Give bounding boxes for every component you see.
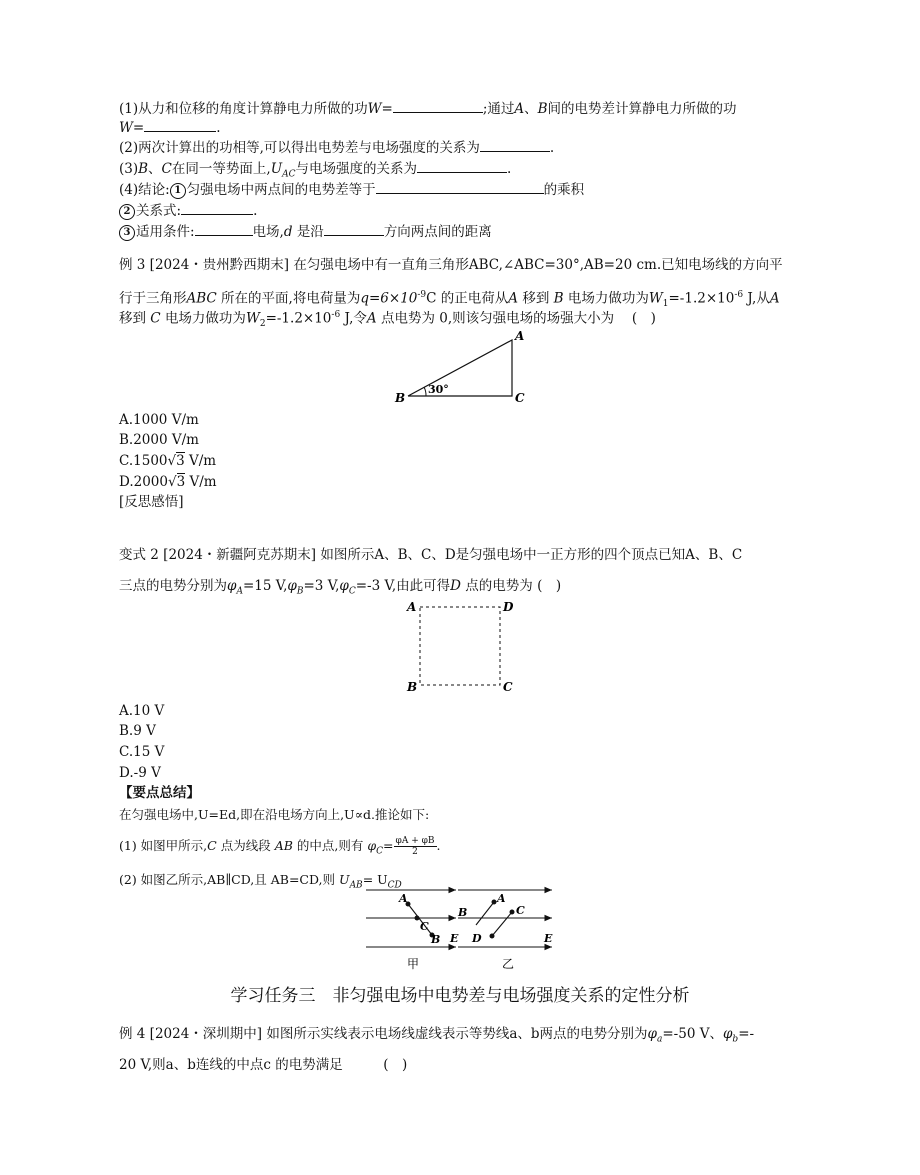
label-a: A — [399, 892, 408, 905]
label-c: C — [420, 920, 429, 933]
option-c[interactable]: C.1500√3 V/m — [119, 453, 217, 469]
vertex-c: C — [515, 391, 525, 405]
circled-number-2: 2 — [119, 204, 135, 220]
question-4-condition: 3 适用条件: 电场,d 是沿 方向两点间的距离 — [119, 223, 492, 241]
angle-arc — [424, 387, 426, 396]
question-4-formula: 2 关系式: . — [119, 202, 257, 220]
label-b: B — [431, 933, 441, 946]
segment-ab — [476, 902, 494, 925]
blank-3[interactable] — [480, 139, 550, 152]
variant-2-line-1: 变式 2 [2024・新疆阿克苏期末] 如图所示A、B、C、D是匀强电场中一正方形的四个顶点已知A、B、C — [119, 547, 743, 563]
label-a: A — [497, 892, 506, 905]
option-c[interactable]: C.15 V — [119, 744, 165, 760]
point — [490, 934, 495, 939]
circled-number-3: 3 — [119, 225, 135, 241]
vertex-a: A — [407, 600, 417, 614]
summary-heading: 【要点总结】 — [119, 785, 200, 801]
question-1-cont: W= . — [119, 120, 221, 136]
blank-5[interactable] — [376, 181, 544, 194]
summary-line-2: (1) 如图甲所示,C 点为线段 AB 的中点,则有 $\varphi_C=$ $\frac{\varphi A + \varphi B}{2}$ . — [119, 836, 441, 857]
option-d[interactable]: D.-9 V — [119, 765, 161, 781]
blank-2[interactable] — [144, 119, 216, 132]
question-3: (3)B、C在同一等势面上$,U_{AC}$与电场强度的关系为 . — [119, 161, 512, 180]
example-3-line-1: 例 3 [2024・贵州黔西期末] 在匀强电场中有一直角三角形ABC,∠ABC=30°,AB=20 cm.已知电场线的方向平 — [119, 257, 783, 273]
summary-line-3: (2) 如图乙所示,AB∥CD,且 AB=CD,则 $U_{AB}= U_{CD}$ — [119, 872, 402, 891]
point — [510, 910, 515, 915]
label-c: C — [516, 904, 525, 917]
circled-number-1: 1 — [170, 183, 186, 199]
vertex-a: A — [515, 329, 525, 343]
blank-8[interactable] — [324, 223, 384, 236]
segment-cd — [492, 912, 512, 936]
section-title: 学习任务三 非匀强电场中电势差与电场强度关系的定性分析 — [230, 986, 690, 1006]
example-4-line-1: 例 4 [2024・深圳期中] 如图所示实线表示电场线虚线表示等势线a、b两点的电势分别为$\varphi_a=-50$ V、$\varphi_b=-$ — [119, 1026, 755, 1045]
point — [492, 900, 497, 905]
vertex-d: D — [503, 600, 514, 614]
vertex-b: B — [395, 391, 406, 405]
angle-label: 30° — [428, 383, 449, 396]
example-3-line-3: 移到 C 电场力做功为$W_2=-1.2\times 10^{-6}$ J,令A 点电势为 0,则该匀强电场的场强大小为 ( ) — [119, 310, 656, 330]
blank-1[interactable] — [393, 100, 483, 113]
vertex-c: C — [503, 680, 513, 694]
label-e: E — [544, 932, 553, 945]
question-4: (4)结论: 1 匀强电场中两点间的电势差等于 的乘积 — [119, 182, 585, 198]
triangle-figure — [390, 326, 535, 408]
square-figure — [402, 597, 522, 697]
label-d: D — [472, 932, 482, 945]
label-e: E — [450, 932, 459, 945]
sqrt-radicand: 3 — [176, 474, 186, 490]
option-a[interactable]: A.10 V — [119, 703, 165, 719]
option-d[interactable]: D.2000√3 V/m — [119, 474, 217, 490]
blank-4[interactable] — [417, 160, 507, 173]
example-3-line-2: 行于三角形ABC 所在的平面,将电荷量为$q=6\times 10^{-9}C$ 的正电荷从A 移到 B 电场力做功为$W_1=-1.2\times 10^{-6}$ J,从A — [119, 290, 780, 310]
summary-line-1: 在匀强电场中,U=Ed,即在沿电场方向上,U∝d.推论如下: — [119, 807, 430, 822]
option-a[interactable]: A.1000 V/m — [119, 412, 199, 428]
question-1: (1)从力和位移的角度计算静电力所做的功W= ;通过A、B间的电势差计算静电力所做的功 — [119, 101, 737, 117]
variant-2-line-2: 三点的电势分别为$\varphi_A=15$ $V,\varphi_B=3$ $V,\varphi_C=-3$ V,由此可得D 点的电势为 ( ) — [119, 578, 562, 597]
dashed-square — [420, 607, 500, 685]
sqrt-sign: √ — [167, 453, 177, 469]
fraction: $\frac{\varphi A + \varphi B}{2}$ — [395, 836, 435, 857]
label-b: B — [458, 906, 468, 919]
option-b[interactable]: B.9 V — [119, 723, 156, 739]
blank-7[interactable] — [195, 223, 253, 236]
field-lines-figure — [362, 880, 562, 972]
figure-label-yi: 乙 — [502, 957, 515, 971]
option-b[interactable]: B.2000 V/m — [119, 432, 199, 448]
blank-6[interactable] — [181, 202, 253, 215]
point — [415, 916, 420, 921]
example-4-line-2: 20 V,则a、b连线的中点c 的电势满足 ( ) — [119, 1057, 408, 1073]
vertex-b: B — [407, 680, 418, 694]
triangle-abc — [408, 340, 512, 396]
figure-label-jia: 甲 — [407, 957, 420, 971]
sqrt-radicand: 3 — [176, 453, 185, 469]
reflection-label: [反思感悟] — [119, 494, 184, 510]
question-2: (2)两次计算出的功相等,可以得出电势差与电场强度的关系为 . — [119, 140, 555, 156]
sqrt-sign: √ — [168, 474, 177, 490]
